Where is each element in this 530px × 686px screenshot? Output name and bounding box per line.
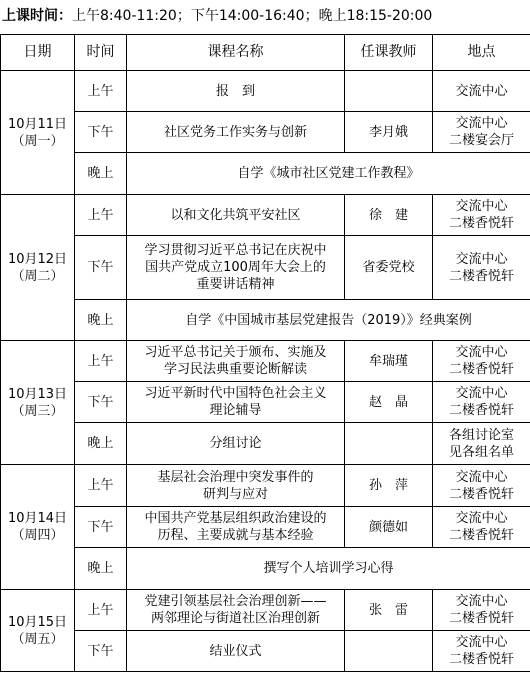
time-cell: 上午 <box>75 341 127 382</box>
course-cell: 社区党务工作实务与创新 <box>127 112 345 153</box>
course-cell: 报 到 <box>127 71 345 112</box>
time-cell: 下午 <box>75 382 127 423</box>
time-cell: 上午 <box>75 590 127 631</box>
table-row <box>1 507 530 548</box>
location-cell: 各组讨论室 见各组名单 <box>433 423 530 465</box>
course-cell: 党建引领基层社会治理创新—— 两邻理论与街道社区治理创新 <box>127 590 345 631</box>
teacher-cell: 牟瑞瑾 <box>345 341 433 382</box>
location-cell: 交流中心 二楼香悦轩 <box>433 465 530 507</box>
location-cell: 交流中心 二楼香悦轩 <box>433 341 530 382</box>
self-study-cell: 自学《中国城市基层党建报告（2019）》经典案例 <box>127 300 530 341</box>
teacher-cell: 徐 建 <box>345 195 433 236</box>
table-row <box>1 423 530 465</box>
table-row <box>1 300 530 341</box>
time-cell: 晚上 <box>75 153 127 195</box>
course-cell: 结业仪式 <box>127 631 345 672</box>
class-hours-label: 上课时间： <box>2 8 72 24</box>
time-cell: 上午 <box>75 71 127 112</box>
teacher-cell: 颜德如 <box>345 507 433 548</box>
date-cell: 10月15日 （周五） <box>1 590 75 672</box>
course-cell: 习近平新时代中国特色社会主义 理论辅导 <box>127 382 345 423</box>
class-hours <box>2 6 528 26</box>
time-cell: 下午 <box>75 236 127 300</box>
time-cell: 下午 <box>75 631 127 672</box>
course-cell: 以和文化共筑平安社区 <box>127 195 345 236</box>
course-cell: 习近平总书记关于颁布、实施及 学习民法典重要论断解读 <box>127 341 345 382</box>
teacher-cell: 省委党校 <box>345 236 433 300</box>
table-row <box>1 236 530 300</box>
table-row <box>1 590 530 631</box>
location-cell: 交流中心 二楼香悦轩 <box>433 590 530 631</box>
table-row <box>1 382 530 423</box>
date-cell: 10月11日 （周一） <box>1 71 75 195</box>
time-cell: 下午 <box>75 112 127 153</box>
course-cell: 学习贯彻习近平总书记在庆祝中 国共产党成立100周年大会上的 重要讲话精神 <box>127 236 345 300</box>
table-row <box>1 195 530 236</box>
location-cell: 交流中心 二楼香悦轩 <box>433 631 530 672</box>
teacher-cell <box>345 423 433 465</box>
header-row <box>1 35 530 71</box>
date-cell: 10月12日 （周二） <box>1 195 75 341</box>
date-cell: 10月13日 （周三） <box>1 341 75 465</box>
self-study-cell: 自学《城市社区党建工作教程》 <box>127 153 530 195</box>
course-cell: 基层社会治理中突发事件的 研判与应对 <box>127 465 345 507</box>
teacher-cell <box>345 631 433 672</box>
date-cell: 10月14日 （周四） <box>1 465 75 590</box>
time-cell: 上午 <box>75 465 127 507</box>
table-row <box>1 631 530 672</box>
teacher-cell: 李月娥 <box>345 112 433 153</box>
location-cell: 交流中心 二楼香悦轩 <box>433 195 530 236</box>
schedule-table <box>0 34 530 672</box>
table-row <box>1 112 530 153</box>
table-row <box>1 465 530 507</box>
location-cell: 交流中心 二楼香悦轩 <box>433 236 530 300</box>
course-cell: 中国共产党基层组织政治建设的 历程、主要成就与基本经验 <box>127 507 345 548</box>
location-cell: 交流中心 <box>433 71 530 112</box>
header-date: 日期 <box>1 35 75 71</box>
header-time: 时间 <box>75 35 127 71</box>
location-cell: 交流中心 二楼香悦轩 <box>433 382 530 423</box>
table-row <box>1 341 530 382</box>
course-cell: 分组讨论 <box>127 423 345 465</box>
time-cell: 上午 <box>75 195 127 236</box>
location-cell: 交流中心 二楼香悦轩 <box>433 507 530 548</box>
table-row <box>1 71 530 112</box>
teacher-cell: 孙 萍 <box>345 465 433 507</box>
time-cell: 晚上 <box>75 300 127 341</box>
teacher-cell: 赵 晶 <box>345 382 433 423</box>
header-teacher: 任课教师 <box>345 35 433 71</box>
teacher-cell: 张 雷 <box>345 590 433 631</box>
table-row <box>1 153 530 195</box>
time-cell: 晚上 <box>75 548 127 590</box>
table-row <box>1 548 530 590</box>
teacher-cell <box>345 71 433 112</box>
location-cell: 交流中心 二楼宴会厅 <box>433 112 530 153</box>
time-cell: 晚上 <box>75 423 127 465</box>
header-course: 课程名称 <box>127 35 345 71</box>
header-location: 地点 <box>433 35 530 71</box>
class-hours-text: 上午8:40-11:20；下午14:00-16:40；晚上18:15-20:00 <box>72 8 433 24</box>
time-cell: 下午 <box>75 507 127 548</box>
self-study-cell: 撰写个人培训学习心得 <box>127 548 530 590</box>
